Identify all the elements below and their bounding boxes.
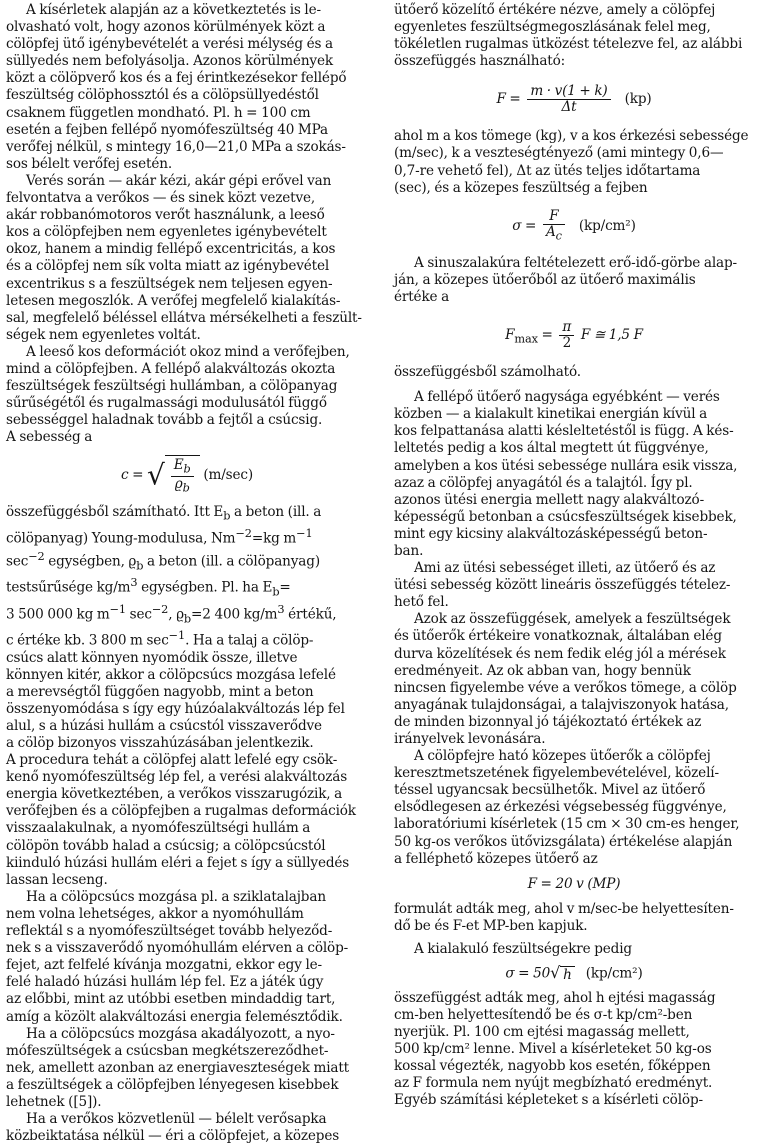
line-sub: b: [136, 558, 144, 573]
text-line: Ha a cölöpcsúcs mozgása akadályozott, a nyo-: [26, 1025, 335, 1042]
sqrt-body: [165, 455, 200, 496]
line-sup: 3: [277, 601, 285, 616]
text-line: Ha a verőkos közvetlenül — bélelt verősapka: [26, 1111, 327, 1128]
text-line: (m/sec), k a veszteségtényező (ami mintegy 0,6—: [394, 145, 724, 162]
text-line: Ami az ütési sebességet illeti, az ütőerő és az: [414, 560, 716, 577]
text-line: sűrűségétől és rugalmassági modulusától függő: [6, 395, 327, 412]
text-line: sal, megfelelő béléssel ellátva mérsékelheti a feszült-: [6, 309, 362, 326]
line-sup: −2: [28, 548, 45, 563]
text-line: A sebesség a: [6, 429, 93, 446]
text-line: nek s a visszaverődő nyomóhullám elérven a cölöp-: [6, 940, 349, 957]
fraction: [543, 209, 565, 244]
fraction-denominator: [543, 225, 565, 244]
text-line: okoz, hanem a mindig fellépő excentricitás, a kos: [6, 241, 336, 258]
spacer: [394, 381, 754, 389]
text-line: nek, amellett azonban az energiaveszteségek miatt: [6, 1059, 349, 1076]
formula-eq: =: [537, 327, 553, 344]
text-line: lehetnek ([5]).: [6, 1093, 102, 1110]
text-line: anyagának tulajdonságai, a talajviszonyok hatása,: [394, 696, 729, 713]
formula-unit: (m/sec): [203, 467, 253, 484]
text-line: excentrikus s a feszültségek nem teljesen egyen-: [6, 275, 333, 292]
paragraph-r9: [394, 901, 754, 935]
formula-wave-speed: [6, 455, 368, 495]
fraction-numerator: [171, 458, 194, 478]
paragraph-r2: [394, 128, 754, 196]
den-text: ϱ: [174, 476, 183, 493]
paragraph-r10: [394, 941, 754, 958]
line-part: a beton (ill. a cölöpanyag): [143, 553, 320, 570]
text-line: a feszültségek a cölöpfejben lényegesen kisebbek: [6, 1076, 339, 1093]
text-line: felé haladó húzási hullám lép fel. Ez a játék úgy: [6, 974, 324, 991]
text-line: ütőerő közelítő értékére nézve, amely a cölöpfej: [394, 2, 716, 18]
paragraph-r3: [394, 255, 754, 306]
formula-max-force: [394, 315, 754, 355]
text-line: verőfejben és a cölöpfejben a rugalmas deformációk: [6, 803, 356, 820]
text-line: [6, 574, 368, 600]
formula-lhs: σ = 50: [505, 965, 551, 982]
paragraph-1: [6, 2, 368, 173]
text-line: feszültség cölöphossztól és a cölöpsüllyedéstől: [6, 87, 319, 104]
paragraph-r4: [394, 364, 754, 381]
text-line: mind a cölöpfejben. A fellépő alakváltozás okozta: [6, 360, 336, 377]
text-line: A procedura tehát a cölöpfej alatt lefelé egy csök-: [6, 752, 338, 769]
text-line: [6, 627, 368, 650]
text-line: a cölöp bizonyos visszahúzásában jelentkezik.: [6, 735, 314, 751]
fraction: [527, 84, 610, 115]
line-part: értékű,: [284, 606, 337, 623]
text-line: tökéletlen rugalmas ütközést tételezve fel, az alábbi: [394, 36, 743, 53]
text-line: laboratóriumi kísérletek (15 cm × 30 cm-es henger,: [394, 816, 740, 833]
line-part: sec: [6, 553, 29, 570]
formula-lhs: σ =: [512, 217, 537, 234]
text-line: Ha a cölöpcsúcs mozgása pl. a sziklatalajban: [26, 888, 326, 905]
fraction: [559, 320, 574, 351]
text-line: cm-ben helyettesítendő be és σ-t kp/cm²-ben: [394, 1006, 693, 1023]
formula-lhs: F: [505, 327, 515, 344]
text-line: értéke a: [394, 288, 450, 305]
fraction-numerator: π: [559, 320, 574, 336]
text-line: képességű betonban a csúcsfeszültségek kisebbek,: [394, 508, 737, 525]
text-line: Verés során — akár kézi, akár gépi erővel van: [26, 172, 332, 189]
text-line: cölöpfej ütő igénybevételét a verési mélység és a: [6, 36, 333, 53]
line-part: c értéke kb. 3 800 m sec: [6, 632, 169, 649]
formula-rhs: F ≅ 1,5 F: [580, 327, 643, 344]
line-part: egységben, ϱ: [44, 553, 137, 570]
text-line: kos a cölöpfejben nem egyenletes igénybevételt: [6, 224, 327, 241]
paragraph-5: [6, 889, 368, 1026]
text-line: mófeszültségek a csúcsban megkétszereződhet-: [6, 1042, 329, 1059]
text-line: lassan lecseng.: [6, 871, 108, 888]
formula-lhs: F =: [496, 91, 521, 108]
text-line: verőfej nélkül, s mintegy 16,0—21,0 MPa a szokás-: [6, 138, 346, 155]
fraction: [171, 458, 194, 496]
text-line: reflektál s a nyomófeszültséget tovább helyeződ-: [6, 923, 333, 940]
line-sub: b: [272, 584, 280, 599]
text-line: olvasható volt, hogy azonos körülmények közt a: [6, 19, 326, 36]
text-line: a felléphető közepes ütőerő az: [394, 850, 598, 867]
num-sub: b: [183, 461, 191, 476]
text-line: A sinuszalakúra feltételezett erő-idő-görbe alap-: [414, 254, 737, 271]
sqrt-body: h: [560, 966, 575, 984]
formula-empirical-stress: [394, 964, 754, 984]
line-part: , ϱ: [168, 606, 184, 623]
text-line: ban.: [394, 542, 424, 559]
formula-unit: (kp/cm²): [585, 965, 643, 982]
paragraph-7: [6, 1111, 368, 1145]
text-line: egyenletes feszültségmegoszlásának felel meg,: [394, 19, 711, 36]
formula-lhs: c =: [121, 467, 144, 484]
text-line: süllyedés nem befolyásolja. Azonos körülmények: [6, 53, 333, 70]
formula-impact-force: [394, 79, 754, 119]
paragraph-3: [6, 344, 368, 447]
text-line: de minden bizonnyal jó tájékoztató értékek az: [394, 713, 702, 730]
formula-empirical-force: F = 20 v (MP): [527, 875, 621, 892]
text-line: durva közelítések és nem fedik elég jól a mérések: [394, 645, 726, 662]
text-line: cölöpön tovább halad a csúcsig; a cölöpcsúcstól: [6, 837, 326, 854]
text-line: közbeiktatása nélkül — éri a cölöpfejet, a közepes: [6, 1128, 340, 1145]
text-line: ján, a közepes ütőerőből az ütőerő maximális: [394, 271, 696, 288]
sqrt: [147, 455, 200, 496]
line-part: összefüggésből számítható. Itt E: [6, 504, 224, 521]
text-line: alul, s a húzási hullám a csúcstól visszaverődve: [6, 717, 322, 734]
text-line: sebességgel haladnak tovább a fejtől a csúcsig.: [6, 412, 323, 429]
text-line: nyerjük. Pl. 100 cm ejtési magasság mellett,: [394, 1023, 690, 1040]
line-sub: b: [183, 610, 192, 625]
text-line: Egyéb számítási képleteket s a kísérleti cölöp-: [394, 1092, 703, 1109]
line-part: 3 500 000 kg m: [6, 606, 110, 623]
text-line: azaz a cölöpfej anyagától és a talajtól. Így pl.: [394, 474, 693, 491]
text-line: téssel ugyancsak becsülhetők. Mivel az ütőerő: [394, 782, 706, 799]
text-line: nincsen figyelembe véve a verőkos tömege, a cölöp: [394, 679, 737, 696]
text-line: ahol m a kos tömege (kg), v a kos érkezési sebessége: [394, 128, 749, 145]
line-part: . Ha a talaj a cölöp-: [185, 632, 314, 649]
text-line: az F formula nem nyújt megbízható eredményt.: [394, 1075, 713, 1092]
fraction-denominator: Δt: [561, 99, 577, 116]
text-line: ütési sebesség között lineáris összefüggés tételez-: [394, 577, 731, 594]
text-line: irányelvek levonására.: [394, 731, 546, 747]
text-line: az előbbi, mint az utóbbi esetben mindaddig tart,: [6, 991, 336, 1008]
text-line: dő be és F-et MP-ben kapjuk.: [394, 917, 588, 934]
text-line: és ütőerők értékeire vonatkoznak, általában elég: [394, 628, 722, 645]
text-line: formulát adták meg, ahol v m/sec-be helyettesíten-: [394, 900, 734, 917]
text-line: mint egy kicsiny alakváltozásképességű beton-: [394, 525, 708, 542]
fraction-denominator: 2: [562, 335, 572, 352]
line-sup: −1: [296, 526, 313, 541]
line-part: a beton (ill. a: [230, 504, 322, 521]
formula-unit: (kp): [624, 91, 652, 108]
text-line: energia következtében, a verőkos visszarugózik, a: [6, 786, 343, 803]
text-line: fejet, azt felfelé kívánja mozgatni, ekkor egy le-: [6, 957, 322, 974]
text-line: közt a cölöpverő kos és a fej érintkezésekor fellépő: [6, 70, 347, 87]
line-sup: −2: [151, 601, 169, 616]
text-line: amíg a közölt alakváltozási energia felemésztődik.: [6, 1008, 343, 1025]
den-text: A: [545, 223, 556, 240]
text-line: A kísérletek alapján az a következtetés is le-: [26, 2, 321, 18]
text-line: (sec), és a közepes feszültség a fejben: [394, 179, 648, 196]
line-part: sec: [125, 606, 152, 623]
text-line: sos bélelt verőfej esetén.: [6, 155, 172, 172]
den-sub: c: [555, 228, 562, 243]
paragraph-r11: [394, 990, 754, 1110]
sqrt-sign: √: [147, 458, 165, 492]
line-part: cölöpanyag) Young-modulusa, Nm: [6, 530, 236, 547]
paragraph-r6: [394, 560, 754, 611]
text-line: letesen megoszlók. A verőfej megfelelő kialakítás-: [6, 292, 341, 309]
den-sub: b: [182, 481, 190, 496]
text-line: 0,7-re vehető fel), Δt az ütés teljes időtartama: [394, 162, 701, 179]
text-line: összefüggés használható:: [394, 53, 566, 70]
line-sub: b: [223, 509, 231, 524]
paragraph-r5: [394, 389, 754, 560]
paragraph-2: [6, 173, 368, 344]
paragraph-r1: [394, 2, 754, 70]
text-line: azonos ütési energia mellett nagy alakváltozó-: [394, 491, 705, 508]
line-part: =: [279, 579, 291, 596]
text-line: [6, 601, 368, 627]
formula-unit: (kp/cm²): [578, 217, 636, 234]
line-part: egységben. Pl. ha E: [137, 579, 273, 596]
text-line: kiinduló húzási hullám eléri a fejet s így a süllyedés: [6, 854, 350, 871]
text-line: kossal végezték, nagyobb kos esetén, főképpen: [394, 1058, 711, 1075]
text-line: elsődlegesen az érkezési végsebesség függvénye,: [394, 799, 727, 816]
fraction-numerator: m · v(1 + k): [527, 84, 610, 100]
paragraph-4: [6, 504, 368, 888]
text-line: a merevségtől függően nagyobb, mint a beton: [6, 683, 314, 700]
text-line: [6, 525, 368, 548]
text-line: ségek nem egyenletes voltát.: [6, 326, 201, 343]
paragraph-r8: [394, 748, 754, 868]
text-line: kos felpattanása alatti késleltetéstől is függ. A kés-: [394, 423, 734, 440]
text-line: hető fel.: [394, 594, 449, 611]
text-line: esetén a fejben fellépő nyomófeszültség 40 MPa: [6, 121, 329, 138]
text-line: A kialakuló feszültségekre pedig: [414, 941, 632, 958]
fraction-denominator: [171, 477, 194, 496]
text-line: felvontatva a verőkos — és sinek közt vezetve,: [6, 190, 316, 207]
text-line: összefüggést adták meg, ahol h ejtési magasság: [394, 989, 716, 1006]
text-line: A cölöpfejre ható közepes ütőerők a cölöpfej: [414, 748, 711, 765]
sqrt-sign: √: [550, 963, 561, 983]
text-line: eredményeit. Az ok abban van, hogy bennük: [394, 662, 691, 679]
text-line: közben — a kialakult kinetikai energián kívül a: [394, 406, 708, 423]
text-line: 50 kg-os verőkos ütővizsgálata) értékelése alapján: [394, 833, 733, 850]
text-line: csúcs alatt könnyen nyomódik össze, illetve: [6, 649, 298, 666]
text-line: visszaalakulnak, a nyomófeszültségi hullám a: [6, 820, 311, 837]
text-line: csaknem független mondható. Pl. h = 100 cm: [6, 104, 311, 121]
text-line: [6, 548, 368, 574]
text-line: keresztmetszetének figyelembevételével, közelí-: [394, 765, 719, 782]
text-line: összefüggésből számolható.: [394, 364, 581, 381]
formula-lhs-sub: max: [514, 331, 538, 346]
text-line: és a cölöpfej nem sík volta miatt az igénybevétel: [6, 258, 330, 275]
line-sup: −1: [168, 627, 186, 642]
line-part: =kg m: [251, 530, 297, 547]
num-text: E: [173, 456, 184, 473]
text-line: Azok az összefüggések, amelyek a feszültségek: [414, 611, 731, 628]
sqrt: [550, 964, 575, 984]
text-line: leltetés pedig a kos által megtett út függvénye,: [394, 440, 709, 457]
text-line: akár robbanómotoros verőt használunk, a leeső: [6, 207, 325, 224]
text-line: A fellépő ütőerő nagysága egyébként — verés: [414, 389, 720, 406]
text-line: feszültségek feszültségi hullámban, a cölöpanyag: [6, 378, 338, 395]
line-sup: −2: [235, 526, 252, 541]
line-part: testsűrűsége kg/m: [6, 579, 131, 596]
formula-stress: [394, 206, 754, 246]
line-sup: −1: [109, 601, 126, 616]
text-line: nem volna lehetséges, akkor a nyomóhullám: [6, 905, 304, 922]
text-line: könnyen kitér, akkor a cölöpcsúcs mozgása lefelé: [6, 666, 336, 683]
fraction-numerator: F: [543, 209, 565, 225]
text-line: amelyben a kos ütési sebessége nullára esik vissza,: [394, 457, 738, 474]
text-line: kenő nyomófeszültség lép fel, a verési alakváltozás: [6, 769, 348, 786]
text-line: [6, 504, 368, 525]
line-sup: 3: [130, 575, 138, 590]
paragraph-r7: [394, 611, 754, 748]
text-line: A leeső kos deformációt okoz mind a verőfejben,: [26, 343, 350, 360]
line-part: =2 400 kg/m: [191, 606, 278, 623]
right-column: [394, 2, 754, 1109]
paragraph-6: [6, 1026, 368, 1111]
left-column: [6, 2, 368, 1145]
text-line: 500 kp/cm² lenne. Mivel a kísérleteket 50 kg-os: [394, 1040, 712, 1057]
text-line: összenyomódása s így egy húzóalakváltozás lép fel: [6, 700, 345, 717]
